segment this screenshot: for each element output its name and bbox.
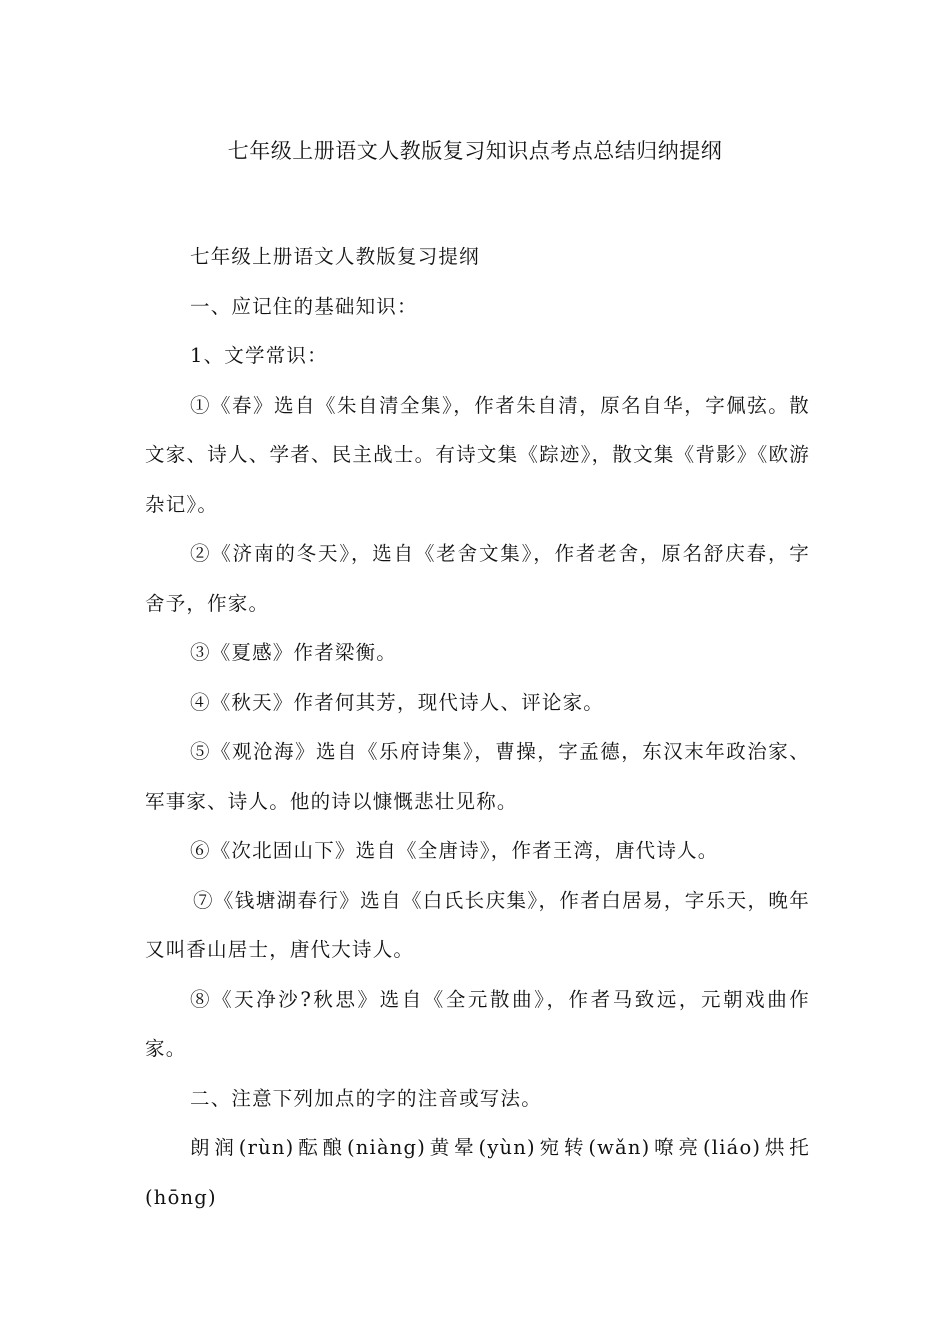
document-body [145,232,810,1222]
outline-heading: 七年级上册语文人教版复习提纲 [190,245,480,268]
paragraph-item-1: ①《春》选自《朱自清全集》，作者朱自清，原名自华，字佩弦。散文家、诗人、学者、民主战士。有诗文集《踪迹》，散文集《背影》《欧游杂记》。 [145,393,810,516]
paragraph-item-7: ⑦《钱塘湖春行》选自《白氏长庆集》，作者白居易，字乐天，晚年又叫香山居士，唐代大诗人。 [145,888,810,961]
paragraph-item-5: ⑤《观沧海》选自《乐府诗集》，曹操，字孟德，东汉末年政治家、军事家、诗人。他的诗以慷慨悲壮见称。 [145,740,810,813]
paragraph-item-2: ②《济南的冬天》，选自《老舍文集》，作者老舍，原名舒庆春，字舍予，作家。 [145,542,810,615]
paragraph-item-6: ⑥《次北固山下》选自《全唐诗》，作者王湾，唐代诗人。 [190,839,719,862]
document-title: 七年级上册语文人教版复习知识点考点总结归纳提纲 [227,139,723,163]
paragraph-pinyin-list: 朗润(rùn)酝酿(niàng)黄晕(yùn)宛转(wǎn)嘹亮(liáo)烘托(hōng) [145,1136,810,1209]
paragraph-item-4: ④《秋天》作者何其芳，现代诗人、评论家。 [190,690,605,714]
section-heading-pronunciation: 二、注意下列加点的字的注音或写法。 [190,1086,542,1110]
subsection-heading-literary-knowledge: 1、文学常识： [190,344,328,367]
paragraph-item-3: ③《夏感》作者梁衡。 [190,641,398,664]
section-heading-basic-knowledge: 一、应记住的基础知识： [190,294,418,318]
paragraph-item-8: ⑧《天净沙?秋思》选自《全元散曲》，作者马致远，元朝戏曲作家。 [145,987,810,1060]
